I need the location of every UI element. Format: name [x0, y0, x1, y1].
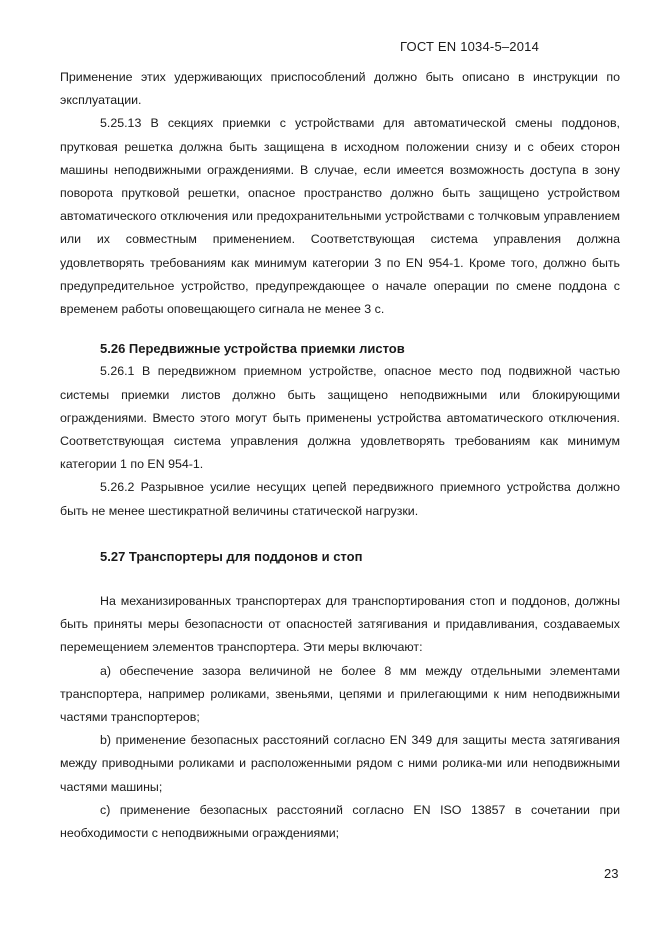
document-code-header: ГОСТ EN 1034-5–2014	[400, 39, 540, 54]
section-heading-5-26: 5.26 Передвижные устройства приемки листов	[100, 341, 405, 357]
document-body	[60, 66, 620, 845]
paragraph-5-26-1: 5.26.1 В передвижном приемном устройстве, опасное место под подвижной частью системы приемки листов должно быть защищено неподвижными или блокирующими ограждениями. Вместо этого могут быть применены устройства автоматического отключения. Соответствующая система управления должна удовлетворять требованиям как минимум категории 1 по EN 954-1.	[60, 364, 620, 472]
paragraph-5-25-13: 5.25.13 В секциях приемки с устройствами для автоматической смены поддонов, прутковая решетка должна быть защищена в исходном положении снизу и с обеих сторон машины неподвижными ограждениями. В случае, если имеется возможность доступа в зону поворота прутковой решетки, опасное пространство должно быть защищено устройством автоматического отключения или предохранительными устройствами с толчковым управлением или их совместным применением. Соответствующая система управления должна удовлетворять требованиям как минимум категории 3 по EN 954-1. Кроме того, должно быть предупредительное устройство, предупреждающее о начале операции по смене поддона с временем работы оповещающего сигнала не менее 3 с.	[60, 116, 620, 317]
list-item-a: а) обеспечение зазора величиной не более 8 мм между отдельными элементами транспортера, например роликами, звеньями, цепями и прилегающими к ним неподвижными частями транспортеров;	[60, 663, 620, 725]
section-heading-5-27: 5.27 Транспортеры для поддонов и стоп	[100, 548, 363, 564]
list-item-c: c) применение безопасных расстояний согласно EN ISO 13857 в сочетании при необходимости с неподвижными ограждениями;	[60, 802, 620, 841]
paragraph-5-27-intro: На механизированных транспортерах для транспортирования стоп и поддонов, должны быть приняты меры безопасности от опасностей затягивания и придавливания, создаваемых перемещением элементов транспортера. Эти меры включают:	[60, 594, 620, 655]
paragraph-5-26-2: 5.26.2 Разрывное усилие несущих цепей передвижного приемного устройства должно быть не менее шестикратной величины статической нагрузки.	[60, 480, 620, 518]
list-item-b: b) применение безопасных расстояний согласно EN 349 для защиты места затягивания между приводными роликами и расположенными рядом с ними ролика-ми или неподвижными частями машины;	[60, 733, 620, 794]
paragraph-continuation: Применение этих удерживающих приспособлений должно быть описано в инструкции по эксплуатации.	[60, 70, 620, 108]
page-number: 23	[604, 866, 619, 881]
